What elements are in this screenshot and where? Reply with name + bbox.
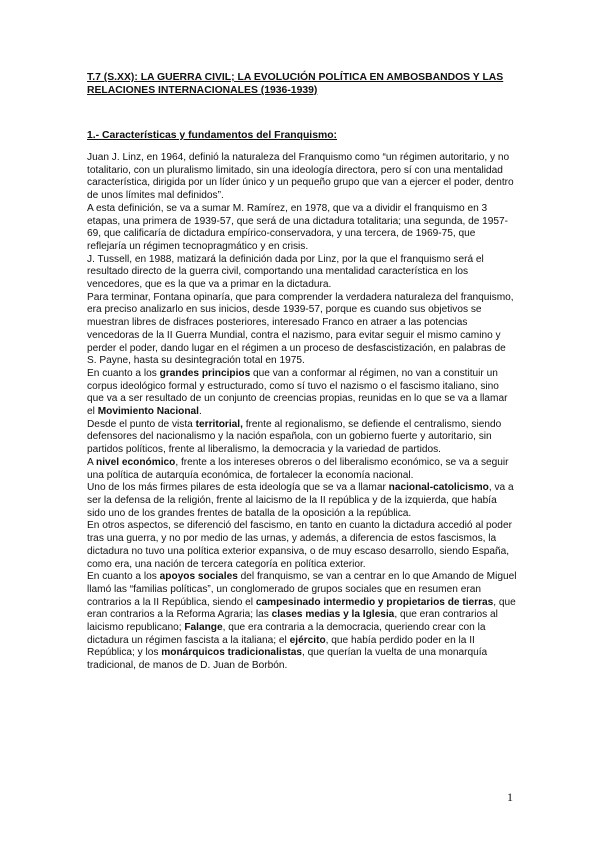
text-run: , que eran contrarios a la Reforma Agraria; las (87, 596, 516, 621)
bold-text: apoyos sociales (159, 571, 238, 583)
bold-text: territorial, (195, 418, 243, 430)
bold-text: Falange (184, 622, 223, 634)
paragraph (87, 457, 517, 482)
paragraph (87, 152, 517, 203)
text-run: , va a ser la defensa de la religión, frente al laicismo de la II república y de la izquierda, que había sido uno de los grandes frentes de batalla de la oposición a la república. (87, 482, 514, 519)
text-run: , que querían la vuelta de una monarquía tradicional, de manos de D. Juan de Borbón. (87, 647, 488, 672)
bold-text: clases medias y la Iglesia (271, 609, 395, 621)
text-run: Uno de los más firmes pilares de esta ideología que se va a llamar (87, 482, 389, 494)
bold-text: campesinado intermedio y propietarios de tierras (255, 596, 494, 608)
text-run: En cuanto a los (87, 571, 160, 583)
page-number: 1 (507, 790, 513, 804)
paragraph (87, 368, 517, 419)
paragraph (87, 419, 517, 457)
text-run: , que eran contrarios al laicismo republicano; (87, 609, 498, 634)
text-run: En cuanto a los (87, 367, 160, 379)
text-run: . (198, 406, 202, 418)
paragraph (87, 571, 517, 673)
text-run: , frente a los intereses obreros o del liberalismo económico, se va a seguir una política de autarquía económica, de fortalecer la economía nacional. (87, 456, 509, 481)
text-run: En otros aspectos, se diferenció del fascismo, en tanto en cuanto la dictadura accedió al poder tras una guerra, y no por medio de las urnas, y además, a diferencia de estos fascismos, la dictadura no tuvo una política exterior expansiva, o de muy escaso desarrollo, siendo España, como era, una nación de tercera categoría en política exterior. (87, 520, 512, 570)
paragraph (87, 203, 517, 254)
text-run: A esta definición, se va a sumar M. Ramírez, en 1978, que va a dividir el franquismo en 3 etapas, una primera de 1939-57, que será de una dictadura totalitaria; una segunda, de 1957-69, que calificaría de dictadura empírico-conservadora, y una tercera, de 1969-75, que reflejaría un régimen tecnopragmático y en crisis. (87, 202, 509, 252)
bold-text: nacional-catolicismo (388, 482, 489, 494)
text-run: , que había perdido poder en la II República; y los (87, 634, 475, 659)
text-run: Para terminar, Fontana opinaría, que para comprender la verdadera naturaleza del franquismo, era preciso analizarlo en sus inicios, desde 1939-57, porque es cuando sus objetivos se muestran libres de disfraces posteriores, interesado Franco en atraer a las potencias vencedoras de la II Guerra Mundial, contra el nazismo, para evitar seguir el mismo camino y perder el poder, dando lugar en el régimen a un proceso de desfascistización, en palabras de S. Payne, hasta su desintegración total en 1975. (87, 291, 514, 367)
paragraph (87, 292, 517, 368)
text-run: J. Tussell, en 1988, matizará la definición dada por Linz, por la que el franquismo será el resultado directo de la guerra civil, comportando una mentalidad característica en los vencedores, que es la que va a primar en la dictadura. (87, 253, 484, 291)
text-run: que van a conformar al régimen, no van a constituir un corpus ideológico formal y estructurado, como sí tuvo el nazismo o el fascismo italiano, sino que va a ser resultado de un conjunto de creencias propias, reunidas en lo que se va a llamar el (87, 367, 508, 418)
text-run: Juan J. Linz, en 1964, definió la naturaleza del Franquismo como “un régimen autoritario, y no totalitario, con un pluralismo limitado, sin una ideología directora, pero sí con una mentalidad característica, dirigida por un líder único y un pequeño grupo que van a ejercer el poder, dentro de unos límites mal definidos”. (87, 152, 514, 202)
bold-text: grandes principios (159, 367, 251, 379)
body-text (87, 152, 517, 673)
bold-text: nivel económico (96, 456, 176, 468)
section-heading: 1.- Características y fundamentos del Franquismo: (87, 130, 338, 141)
bold-text: monárquicos tradicionalistas (161, 647, 302, 659)
bold-text: ejército (289, 634, 326, 646)
paragraph (87, 482, 517, 520)
text-run: A (87, 456, 97, 468)
text-run: Desde el punto de vista (87, 418, 196, 430)
paragraph (87, 520, 517, 571)
text-run: , que era contraria a la democracia, queriendo crear con la dictadura un régimen fascista a la italiana; el (87, 622, 486, 646)
paragraph (87, 254, 517, 292)
text-run: frente al regionalismo, se defiende el centralismo, siendo defensores del nacionalismo y la nación española, con un gobierno fuerte y autoritario, sin partidos políticos, frente al liberalismo, la democracia y la variedad de partidos. (87, 418, 502, 456)
bold-text: Movimiento Nacional (97, 406, 199, 418)
document-title: T.7 (S.XX): LA GUERRA CIVIL; LA EVOLUCIÓN POLÍTICA EN AMBOSBANDOS Y LAS RELACIONES INTERNACIONALES (1936-1939) (87, 72, 504, 96)
text-run: del franquismo, se van a centrar en lo que Amando de Miguel llamó las “familias políticas”, un conglomerado de grupos sociales que en resumen eran contrarios a la II República, siendo el (87, 571, 517, 608)
